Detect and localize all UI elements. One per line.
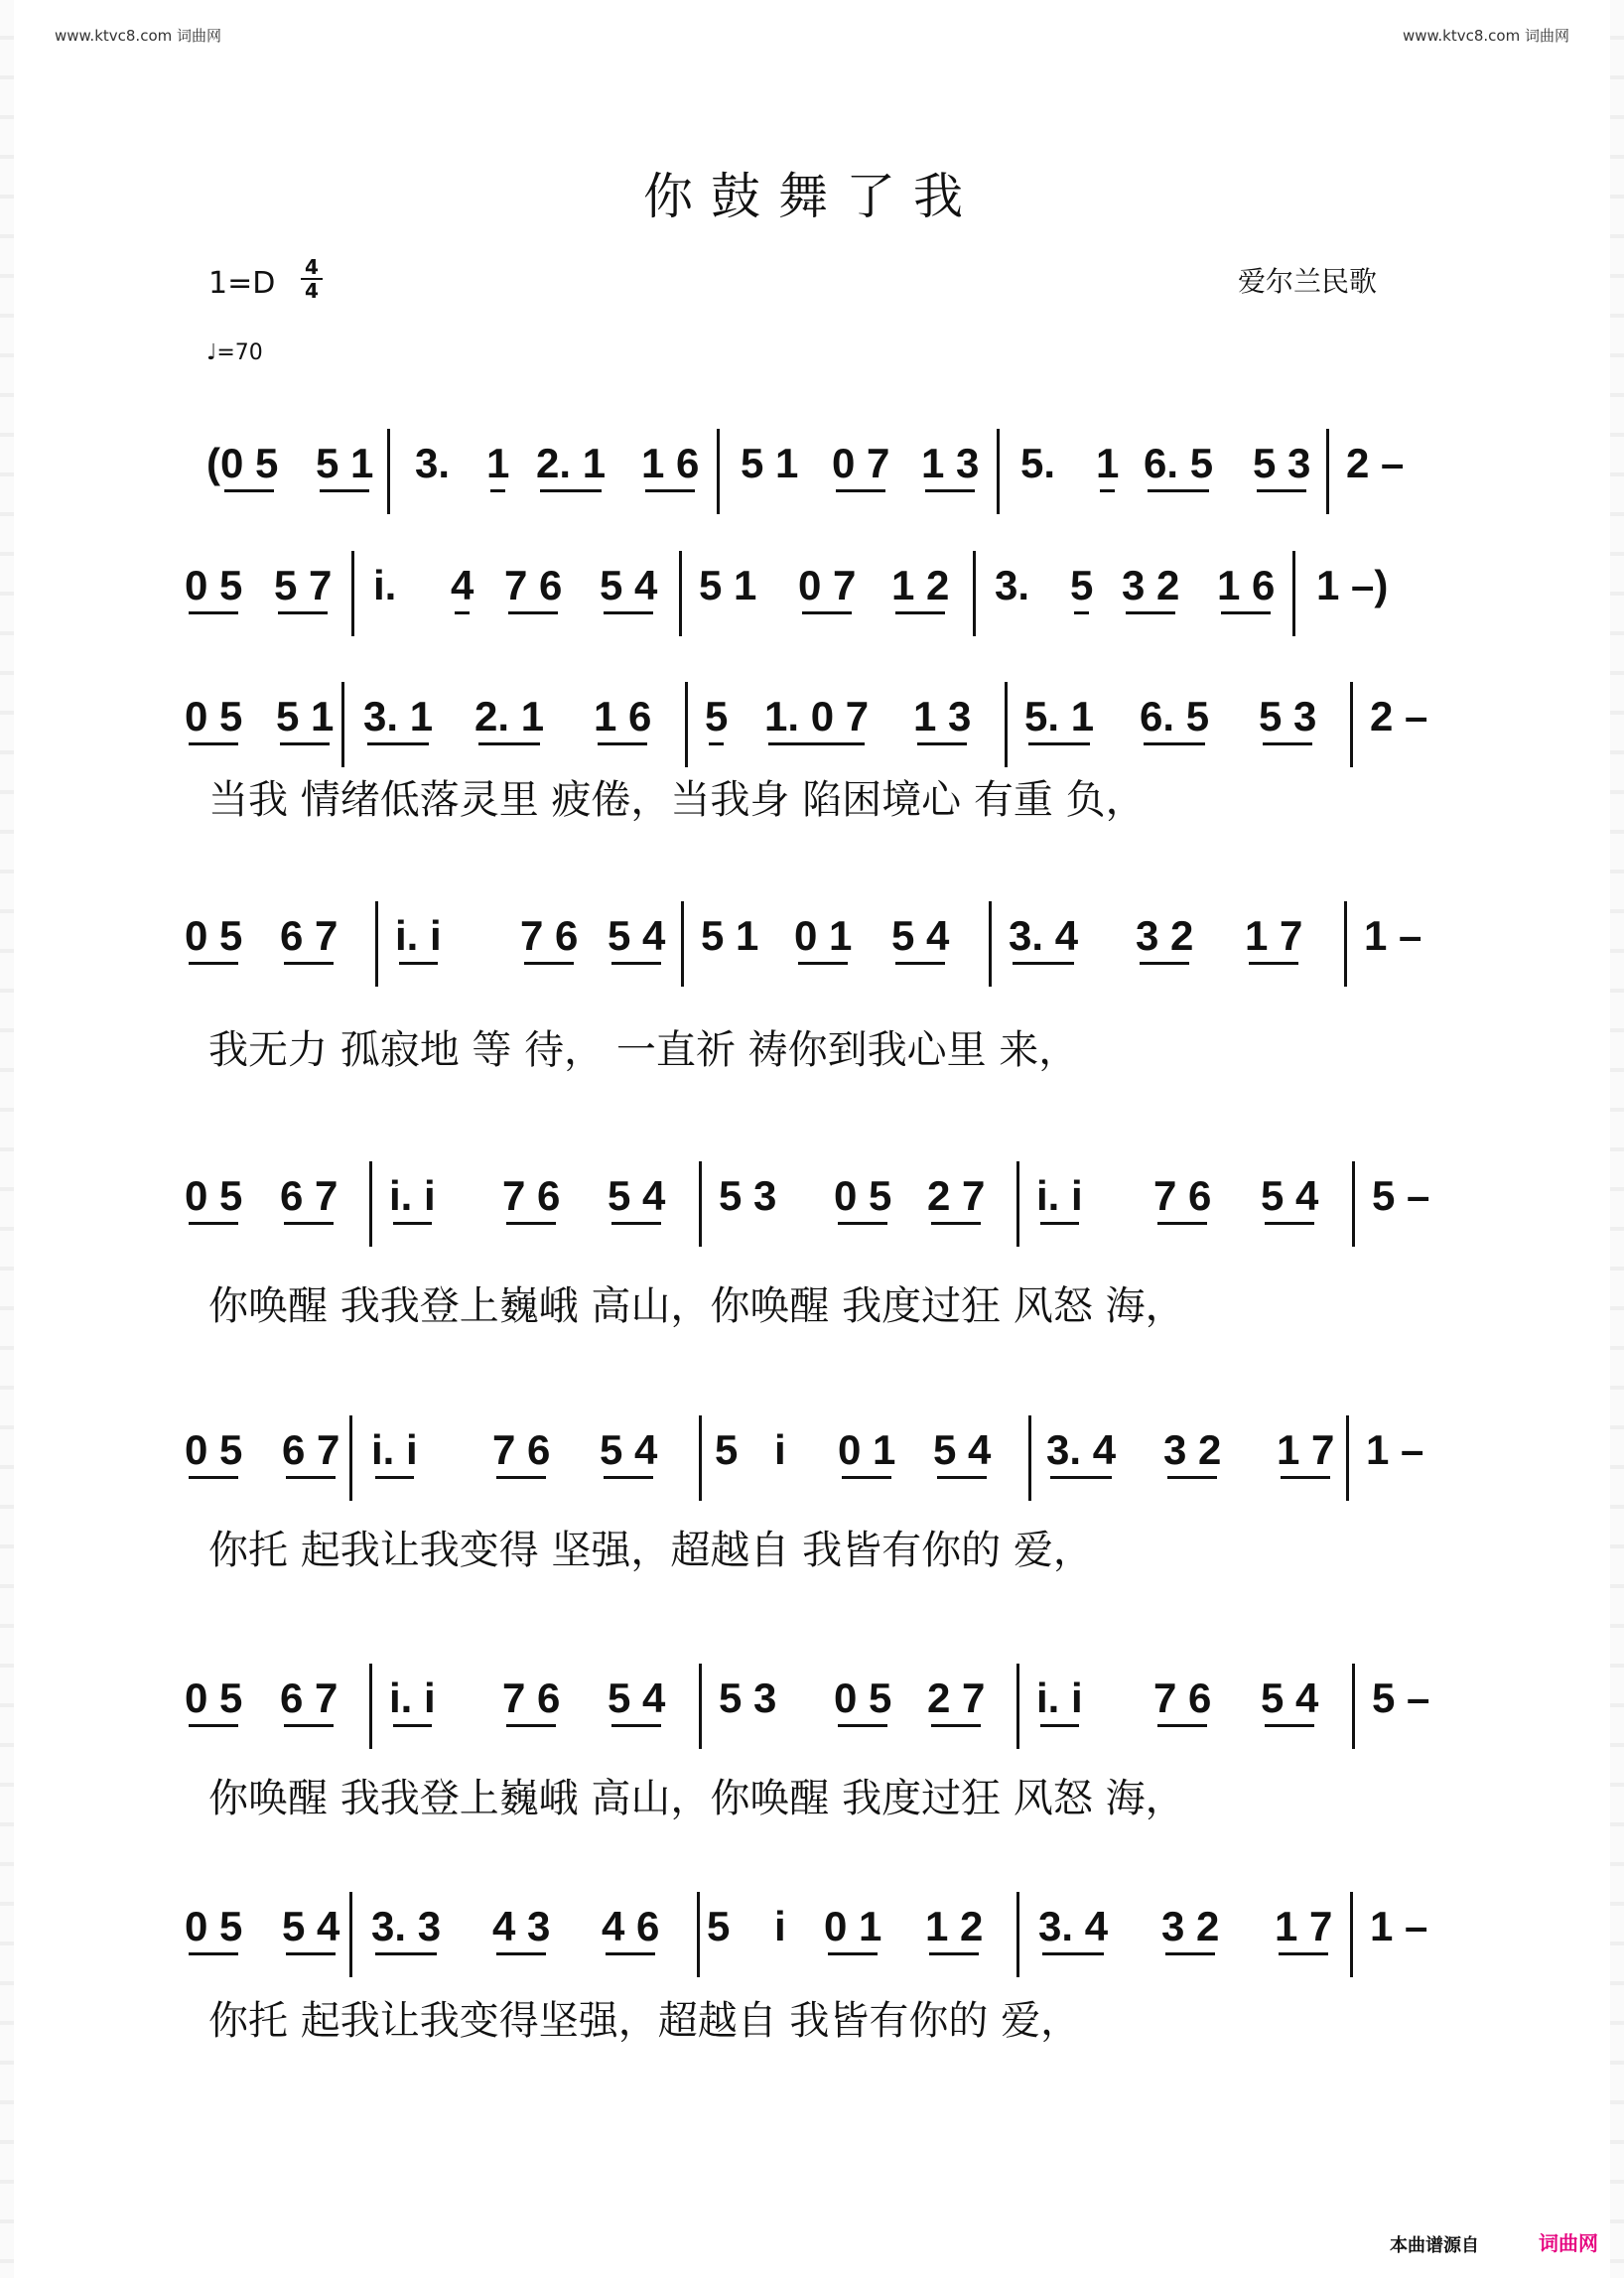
note-group: i. i: [1036, 1664, 1083, 1733]
note-group: 5 1: [316, 429, 373, 498]
note-group: i. i: [389, 1664, 436, 1733]
notation-row: [0, 682, 1624, 771]
notation-row: [0, 1161, 1624, 1251]
note-group: 4: [451, 551, 474, 620]
note-group: 5 3: [1253, 429, 1310, 498]
note-group: 5 4: [282, 1892, 339, 1961]
note-group: 6. 5: [1144, 429, 1213, 498]
note-group: 6 7: [280, 1161, 338, 1231]
site-url-left: www.ktvc8.com 词曲网: [55, 27, 222, 45]
note-group: 0 5: [185, 1664, 242, 1733]
bar-line: [387, 429, 390, 514]
note-group: 0 7: [798, 551, 856, 620]
note-group: 7 6: [1153, 1664, 1211, 1733]
note-group: 3 2: [1163, 1415, 1221, 1485]
note-group: 1: [1096, 429, 1119, 498]
note-group: 5 1: [701, 912, 759, 959]
bar-line: [997, 429, 1000, 514]
note-group: 2 7: [927, 1664, 985, 1733]
note-group: 1 –: [1364, 912, 1422, 959]
note-group: 1. 0 7: [764, 682, 869, 751]
note-group: 0 5: [185, 682, 242, 751]
note-group: 3. 4: [1038, 1892, 1108, 1961]
note-group: 6 7: [280, 1664, 338, 1733]
lyric-row: [0, 1993, 1624, 2053]
note-group: 5 4: [933, 1415, 991, 1485]
lyric-text: 你托 起我让我变得 坚强，超越自 我皆有你的 爱，: [208, 1528, 1093, 1573]
note-group: 0 5: [185, 551, 242, 620]
note-group: 6. 5: [1140, 682, 1209, 751]
bar-line: [1292, 551, 1295, 636]
tempo-marking: ♩=70: [206, 340, 263, 365]
bar-line: [1016, 1664, 1019, 1749]
notation-row: [0, 1892, 1624, 1981]
note-group: 0 5: [220, 429, 278, 498]
bar-line: [973, 551, 976, 636]
note-group: 3.: [415, 440, 451, 486]
bar-line: [1344, 901, 1347, 987]
composer: 爱尔兰民歌: [1238, 265, 1378, 298]
note-group: 5 4: [608, 1664, 665, 1733]
note-group: i.: [373, 562, 397, 608]
note-group: 3. 1: [363, 682, 433, 751]
note-group: i. i: [1036, 1161, 1083, 1231]
note-group: 6 7: [280, 901, 338, 971]
bar-line: [699, 1415, 702, 1501]
lyric-row: [0, 1022, 1624, 1082]
bar-line: [717, 429, 720, 514]
bar-line: [1005, 682, 1008, 767]
note-group: i. i: [371, 1415, 418, 1485]
note-group: 1 2: [925, 1892, 983, 1961]
note-group: 1 7: [1245, 901, 1302, 971]
note-group: 5: [705, 682, 728, 751]
notation-row: [0, 1664, 1624, 1753]
lyric-text: 当我 情绪低落灵里 疲倦，当我身 陷困境心 有重 负，: [208, 777, 1146, 823]
notation-row: [0, 1415, 1624, 1505]
note-group: 0 5: [834, 1664, 891, 1733]
note-group: 5: [715, 1426, 739, 1473]
note-group: 2. 1: [474, 682, 544, 751]
note-group: 5 4: [1261, 1161, 1318, 1231]
note-group: 1 –: [1366, 1426, 1424, 1473]
note-group: 7 6: [502, 1664, 560, 1733]
bar-line: [375, 901, 378, 987]
note-group: 3. 3: [371, 1892, 441, 1961]
bar-line: [1350, 1892, 1353, 1977]
bar-line: [697, 1892, 700, 1977]
bar-line: [351, 551, 354, 636]
key-signature: 1=D: [208, 266, 276, 301]
note-group: 2. 1: [536, 429, 606, 498]
note-group: 5: [1070, 551, 1093, 620]
note-group: i. i: [389, 1161, 436, 1231]
lyric-row: [0, 1523, 1624, 1582]
note-group: 5 1: [699, 562, 757, 608]
note-group: 5 7: [274, 551, 332, 620]
song-title: 你鼓舞了我: [643, 168, 981, 225]
note-group: 2 –: [1370, 693, 1428, 739]
note-group: 1 3: [913, 682, 971, 751]
note-group: 5 3: [1259, 682, 1316, 751]
note-group: 5 4: [891, 901, 949, 971]
note-group: 5 4: [600, 551, 657, 620]
note-group: 0 1: [838, 1415, 895, 1485]
meter-bottom: 4: [305, 279, 319, 303]
note-group: 0 5: [185, 901, 242, 971]
bar-line: [685, 682, 688, 767]
note-group: 5 1: [741, 440, 799, 486]
bar-line: [1352, 1664, 1355, 1749]
note-group: 3. 4: [1009, 901, 1078, 971]
note-group: (: [206, 440, 220, 486]
bar-line: [1016, 1892, 1019, 1977]
note-group: 0 5: [185, 1892, 242, 1961]
bar-line: [681, 901, 684, 987]
note-group: i. i: [395, 901, 442, 971]
lyric-row: [0, 772, 1624, 832]
note-group: 0 5: [834, 1161, 891, 1231]
note-group: 3 2: [1161, 1892, 1219, 1961]
note-group: i: [774, 1426, 786, 1473]
notation-row: [0, 429, 1624, 518]
note-group: 5. 1: [1024, 682, 1094, 751]
bar-line: [1350, 682, 1353, 767]
note-group: 6 7: [282, 1415, 339, 1485]
bar-line: [679, 551, 682, 636]
bar-line: [699, 1664, 702, 1749]
note-group: 7 6: [520, 901, 578, 971]
bar-line: [1346, 1415, 1349, 1501]
note-group: 1 3: [921, 429, 979, 498]
bar-line: [369, 1664, 372, 1749]
note-group: 0 7: [832, 429, 889, 498]
note-group: 3. 4: [1046, 1415, 1116, 1485]
note-group: 1 2: [891, 551, 949, 620]
note-group: 7 6: [1153, 1161, 1211, 1231]
note-group: 5 –: [1372, 1675, 1430, 1721]
note-group: 2 –: [1346, 440, 1405, 486]
lyric-text: 你唤醒 我我登上巍峨 高山，你唤醒 我度过狂 风怒 海，: [208, 1776, 1185, 1821]
note-group: 3 2: [1122, 551, 1179, 620]
time-signature: [301, 256, 323, 302]
lyric-text: 你唤醒 我我登上巍峨 高山，你唤醒 我度过狂 风怒 海，: [208, 1283, 1185, 1329]
note-group: 5 4: [600, 1415, 657, 1485]
note-group: 5 1: [276, 682, 334, 751]
note-group: 5.: [1020, 440, 1056, 486]
lyric-text: 你托 起我让我变得坚强，超越自 我皆有你的 爱，: [208, 1998, 1081, 2044]
note-group: 5 4: [608, 1161, 665, 1231]
note-group: 1 6: [1217, 551, 1275, 620]
bar-line: [1028, 1415, 1031, 1501]
bar-line: [349, 1415, 352, 1501]
lyric-row: [0, 1771, 1624, 1830]
note-group: 1 6: [641, 429, 699, 498]
lyric-text: 我无力 孤寂地 等 待， 一直祈 祷你到我心里 来，: [208, 1027, 1079, 1073]
note-group: 5 3: [719, 1172, 777, 1219]
note-group: 5 4: [608, 901, 665, 971]
note-group: 7 6: [492, 1415, 550, 1485]
bar-line: [349, 1892, 352, 1977]
note-group: 0 5: [185, 1415, 242, 1485]
note-group: 5 –: [1372, 1172, 1430, 1219]
notation-row: [0, 551, 1624, 640]
note-group: 1 7: [1275, 1892, 1332, 1961]
bar-line: [1352, 1161, 1355, 1247]
bar-line: [1016, 1161, 1019, 1247]
note-group: 2 7: [927, 1161, 985, 1231]
meter-top: 4: [301, 256, 323, 280]
note-group: 1 –): [1316, 562, 1389, 608]
site-url-right: www.ktvc8.com 词曲网: [1402, 27, 1569, 45]
bar-line: [989, 901, 992, 987]
note-group: 7 6: [504, 551, 562, 620]
bar-line: [699, 1161, 702, 1247]
note-group: 5 4: [1261, 1664, 1318, 1733]
note-group: 5: [707, 1903, 731, 1949]
note-group: 3 2: [1136, 901, 1193, 971]
note-group: 7 6: [502, 1161, 560, 1231]
note-group: 1 6: [594, 682, 651, 751]
note-group: 4 3: [492, 1892, 550, 1961]
note-group: 0 5: [185, 1161, 242, 1231]
lyric-row: [0, 1278, 1624, 1338]
note-group: 1 7: [1277, 1415, 1334, 1485]
note-group: 0 1: [794, 901, 852, 971]
notation-row: [0, 901, 1624, 991]
footer-source-text: 本曲谱源自: [1390, 2235, 1479, 2256]
note-group: 3.: [995, 562, 1030, 608]
bar-line: [1326, 429, 1329, 514]
bar-line: [369, 1161, 372, 1247]
note-group: i: [774, 1903, 786, 1949]
note-group: 4 6: [602, 1892, 659, 1961]
note-group: 5 3: [719, 1675, 777, 1721]
note-group: 1 –: [1370, 1903, 1428, 1949]
note-group: 0 1: [824, 1892, 881, 1961]
footer-site-logo: 词曲网: [1539, 2231, 1598, 2255]
bar-line: [341, 682, 344, 767]
note-group: 1: [486, 429, 509, 498]
